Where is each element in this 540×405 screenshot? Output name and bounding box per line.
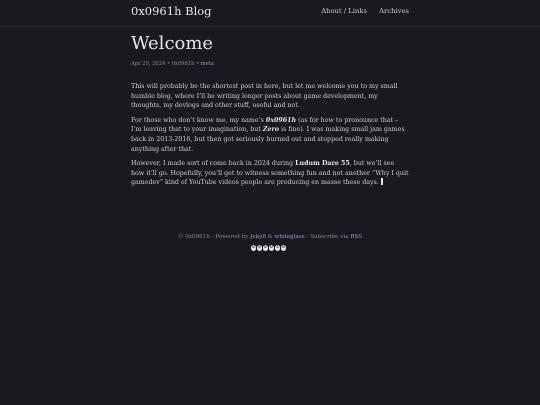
text-segment: (as for how to pronounce that – I’m leaving that to your imagination, but (131, 116, 399, 134)
footer-ampersand: & (267, 234, 273, 240)
footer-subscribe: Subscribe via (310, 234, 349, 240)
rss-link[interactable]: RSS (350, 234, 363, 240)
visitor-counter (251, 245, 286, 252)
paragraph-intro: This will probably be the shortest post in here, but let me welcome you to my small humble blog, where I’ll be writing longer posts about game development, my thoughts, my devlogs and other stuff, useful and not. (131, 83, 398, 110)
post-date: Apr 29, 2024 (131, 61, 166, 67)
nickname-zero: Zero (262, 126, 279, 134)
site-footer: © 0x0961h - Powered by Jekyll & whiteglass - Subscribe via RSS (177, 234, 363, 240)
site-title-link[interactable]: 0x0961h Blog (131, 4, 212, 18)
ludum-dare-mention: Ludum Dare 55 (295, 160, 350, 168)
paragraph-about (131, 116, 409, 154)
nav-archives[interactable]: Archives (379, 7, 409, 15)
site-header (0, 0, 540, 27)
counter-digit: 4 (276, 245, 279, 250)
text-segment: For those who don’t know me, my name’s (131, 116, 266, 124)
counter-digit: 0 (252, 245, 255, 250)
counter-digit: 0 (264, 245, 267, 250)
post-content (131, 82, 409, 193)
counter-digit: 0 (282, 245, 285, 250)
counter-digit: 0 (270, 245, 273, 250)
nav-about-links[interactable]: About / Links (321, 7, 367, 15)
text-segment: , but we’ll see how it’ll go. Hopefully, you’ll get to witness something fun and not another “Why I quit gamedev” kind of YouTube videos people are producing en masse these days. (131, 160, 409, 187)
post-tag-link[interactable]: meta (200, 61, 214, 67)
post-author: 0x0961h (171, 61, 195, 67)
counter-digit: 0 (258, 245, 261, 250)
jekyll-link[interactable]: Jekyll (250, 234, 266, 240)
post-meta: Apr 29, 2024 • 0x0961h • meta (131, 61, 214, 67)
footer-powered-by: Powered by (215, 234, 249, 240)
text-segment: is fine). I was making small jam games back in 2013-2016, but then got seriously burned out and stopped really making anything after that. (131, 126, 405, 153)
whiteglass-link[interactable]: whiteglass (274, 234, 305, 240)
text-cursor (381, 178, 383, 185)
footer-copyright: © 0x0961h (177, 234, 210, 240)
paragraph-comeback (131, 159, 409, 188)
post-title: Welcome (131, 33, 214, 54)
text-segment: However, I made sort of come back in 2024 during (131, 160, 296, 168)
site-nav (311, 7, 409, 15)
author-handle: 0x0961h (265, 116, 297, 124)
